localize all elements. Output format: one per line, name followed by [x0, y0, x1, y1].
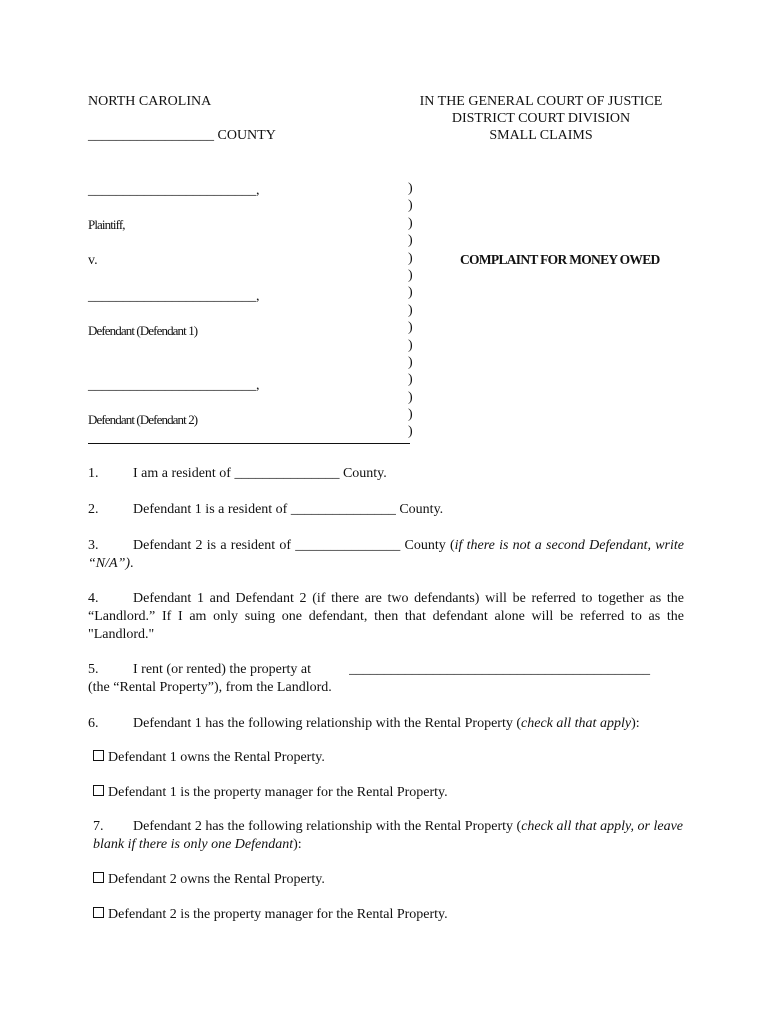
paragraph-number: 6.: [88, 716, 99, 731]
caption-parenthesis-column: ) ) ) ) ) ) ) ) ) ) ) ) ) ) ): [408, 181, 413, 440]
plaintiff-label: Plaintiff,: [88, 217, 125, 232]
paragraph-number: 3.: [88, 538, 99, 553]
paragraph-text: Defendant 1 has the following relationship with the Rental Property (: [133, 716, 522, 731]
complaint-title: COMPLAINT FOR MONEY OWED: [460, 252, 660, 267]
checkbox-icon[interactable]: [93, 907, 104, 918]
checkbox-d1-manager[interactable]: [93, 784, 448, 802]
checkbox-icon[interactable]: [93, 785, 104, 796]
paragraph-text: Defendant 1 is a resident of _______________ County.: [133, 502, 444, 517]
defendant2-label: Defendant (Defendant 2): [88, 412, 198, 427]
paragraph-end: .: [130, 556, 134, 571]
state-name: NORTH CAROLINA: [88, 94, 212, 109]
county-line: __________________ COUNTY: [88, 128, 276, 143]
checkbox-icon[interactable]: [93, 750, 104, 761]
paragraph-2: [88, 501, 684, 519]
checkbox-label: Defendant 2 owns the Rental Property.: [108, 872, 325, 887]
paragraph-4: [88, 590, 684, 644]
paragraph-text: Defendant 2 is a resident of _______________ County (: [133, 538, 455, 553]
paragraph-number: 1.: [88, 466, 99, 481]
checkbox-d2-owns[interactable]: [93, 871, 325, 889]
checkbox-label: Defendant 1 is the property manager for the Rental Property.: [108, 785, 448, 800]
paragraph-3: [88, 537, 684, 573]
defendant1-name-blank: ________________________,: [88, 289, 260, 304]
checkbox-d1-owns[interactable]: [93, 749, 325, 767]
checkbox-d2-manager[interactable]: [93, 906, 448, 924]
paragraph-number: 4.: [88, 591, 99, 606]
paragraph-text: Defendant 2 has the following relationship with the Rental Property (: [133, 819, 522, 834]
paragraph-5-continued: (the “Rental Property”), from the Landlord.: [88, 680, 332, 695]
court-line-2: DISTRICT COURT DIVISION: [451, 111, 631, 126]
paragraph-text: Defendant 1 and Defendant 2 (if there are two defendants) will be referred to together as the “Landlord.” If I am only suing one defendant, then that defendant alone will be referred to as the "Landlord.": [88, 591, 684, 642]
court-line-3: SMALL CLAIMS: [489, 128, 593, 143]
paragraph-number: 7.: [93, 819, 104, 834]
paragraph-1: [88, 465, 684, 483]
defendant2-name-blank: ________________________,: [88, 378, 260, 393]
caption-bottom-rule: [88, 443, 410, 444]
paragraph-6: [88, 715, 684, 733]
defendant1-label: Defendant (Defendant 1): [88, 323, 198, 338]
paragraph-end: ):: [293, 837, 302, 852]
paragraph-end: ):: [631, 716, 640, 731]
court-line-1: IN THE GENERAL COURT OF JUSTICE: [419, 94, 663, 109]
paragraph-italic-note: if there is not a second Defendant, write “N/A”): [88, 538, 684, 571]
checkbox-label: Defendant 2 is the property manager for the Rental Property.: [108, 907, 448, 922]
paragraph-italic-note: check all that apply: [521, 716, 632, 731]
paragraph-7: [93, 818, 683, 854]
checkbox-icon[interactable]: [93, 872, 104, 883]
versus-label: v.: [88, 253, 98, 268]
paragraph-number: 2.: [88, 502, 99, 517]
paragraph-number: 5.: [88, 662, 99, 677]
paragraph-text: I am a resident of _______________ County.: [133, 466, 387, 481]
rental-address-blank: ___________________________________________: [349, 662, 650, 677]
plaintiff-name-blank: ________________________,: [88, 183, 260, 198]
paragraph-text: I rent (or rented) the property at: [133, 662, 312, 677]
checkbox-label: Defendant 1 owns the Rental Property.: [108, 750, 325, 765]
paragraph-italic-note: check all that apply, or leave blank if there is only one Defendant: [93, 819, 683, 852]
